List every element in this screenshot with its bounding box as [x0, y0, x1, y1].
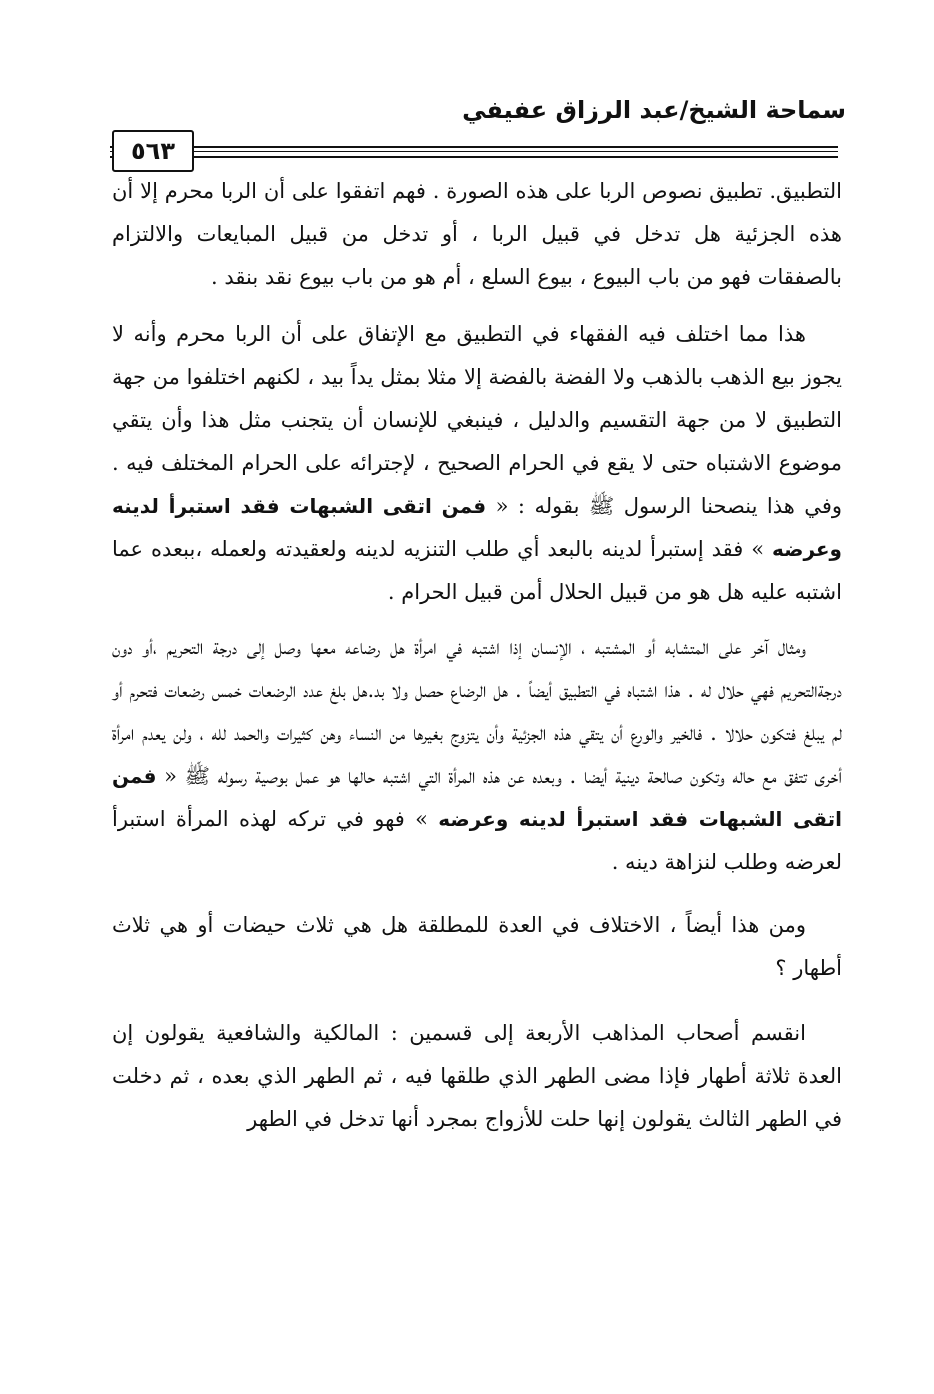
paragraph-2-part-a: هذا مما اختلف فيه الفقهاء في التطبيق مع الإتفاق على أن الربا محرم وأنه لا يجوز بيع الذهب بالذهب ولا الفضة بالفضة إلا مثلا بمثل يداً بيد ، لكنهم اختلفوا من جهة التطبيق لا من جهة التقسيم والدليل ، فينبغي للإنسان أن يتجنب مثل هذا وأن يتقي موضوع الاشتباه حتى لا يقع في الحرام الصحيح ، لإجترائه على الحرام المختلف فيه . وفي هذا ينصحنا الرسول ﷺ بقوله : « [112, 322, 842, 518]
paragraph-1: التطبيق. تطبيق نصوص الربا على هذه الصورة . فهم اتفقوا على أن الربا محرم إلا أن هذه الجزئية هل تدخل في قبيل الربا ، أو تدخل من قبيل المبايعات والالتزام بالصفقات فهو من باب البيوع ، بيوع السلع ، أم هو من باب بيوع نقد بنقد . [112, 179, 842, 289]
hadith-quote: فمن اتقى الشبهات فقد استبرأ لدينه وعرضه [112, 494, 842, 561]
paragraph-2 [112, 313, 842, 614]
paragraph-2-part-b: » فقد إستبرأ لدينه بالبعد أي طلب التنزيه لدينه ولعقيدته ولعمله ،ببعده عما اشتبه عليه هل هو من قبيل الحلال أمن قبيل الحرام . [112, 537, 842, 604]
header-rule-top [110, 146, 838, 148]
paragraph-3-part-a: ومثال آخر على المتشابه أو المشتبه ، الإنسان إذا اشتبه في امرأة هل رضاعه معها وصل إلى درجة التحريم ،أو دون درجةالتحريم فهي حلال له . هذا اشتباه في التطبيق أيضاً . هل الرضاع حصل ولا بد.هل بلغ عدد الرضعات خمس رضعات فتحرم أو لم يبلغ فتكون حلالا . فالخير والورع أن يتقي هذه الجزئية وأن يتزوج بغيرها من النساء وهن كثيرات والحمد لله ، ولن يعدم امرأة أخرى تتفق مع حاله وتكون صالحة دينية أيضا . وبعده عن هذه المرأة التي اشتبه حالها هو عمل بوصية رسوله ﷺ « [112, 635, 842, 788]
header-rule-bottom [110, 156, 838, 158]
paragraph-3-part-b: » فهو في تركه لهذه المرأة استبرأ لعرضه وطلب لنزاهة دينه . [112, 807, 842, 874]
body-text [112, 170, 842, 1141]
paragraph-5: انقسم أصحاب المذاهب الأربعة إلى قسمين : المالكية والشافعية يقولون إن العدة ثلاثة أطهار فإذا مضى الطهر الذي طلقها فيه ، ثم الطهر الذي بعده ، ثم دخلت في الطهر الثالث يقولون إنها حلت للأزواج بمجرد أنها تدخل في الطهر [112, 1021, 842, 1131]
header-rule-middle [110, 151, 838, 152]
running-title: سماحة الشيخ/عبد الرزاق عفيفي [462, 96, 846, 124]
paragraph-3 [112, 626, 842, 884]
hadith-quote: فمن اتقى الشبهات فقد استبرأ لدينه وعرضه [112, 764, 842, 831]
page-number: ٥٦٣ [112, 130, 194, 172]
paragraph-4: ومن هذا أيضاً ، الاختلاف في العدة للمطلقة هل هي ثلاث حيضات أو هي ثلاث أطهار ؟ [112, 913, 842, 980]
